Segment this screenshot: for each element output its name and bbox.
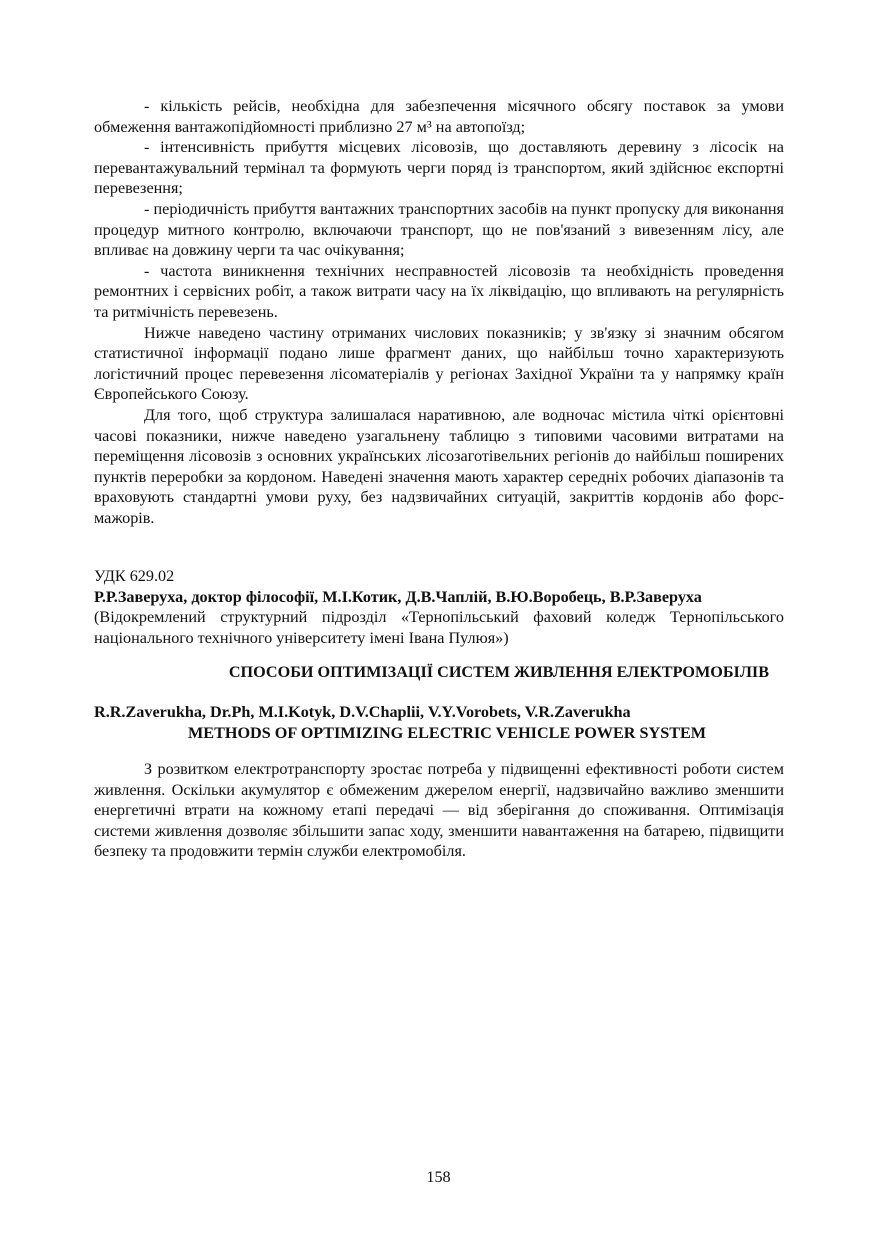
authors-en: R.R.Zaverukha, Dr.Ph, M.I.Kotyk, D.V.Chaplii, V.Y.Vorobets, V.R.Zaverukha bbox=[94, 703, 631, 721]
affiliation: (Відокремлений структурний підрозділ «Тернопільський фаховий коледж Тернопільського національного технічного університету імені Івана Пулюя») bbox=[94, 608, 784, 647]
paragraph-data-fragment: Нижче наведено частину отриманих числових показників; у зв'язку зі значним обсягом статистичної інформації подано лише фрагмент даних, що найбільш точно характеризують логістичний процес перевезення лісоматеріалів у регіонах Західної України та у напрямку країн Європейського Союзу. bbox=[94, 323, 784, 404]
authors-ua: Р.Р.Заверуха, доктор філософії, М.І.Котик, Д.В.Чаплій, В.Ю.Воробець, В.Р.Заверуха bbox=[94, 587, 702, 606]
english-header bbox=[94, 702, 784, 743]
article-header bbox=[94, 566, 784, 648]
udk-code: УДК 629.02 bbox=[94, 567, 175, 585]
list-item-arrival-periodicity: - періодичність прибуття вантажних транспортних засобів на пункт пропуску для виконання процедур митного контролю, включаючи транспорт, що не пов'язаний з вивезенням лісу, але впливає на довжину черги та час очікування; bbox=[94, 199, 784, 260]
article-title-en: METHODS OF OPTIMIZING ELECTRIC VEHICLE POWER SYSTEM bbox=[188, 723, 707, 742]
abstract-paragraph: З розвитком електротранспорту зростає потреба у підвищенні ефективності роботи систем живлення. Оскільки акумулятор є обмеженим джерелом енергії, надзвичайно важливо зменшити енергетичні втрати на кожному етапі передачі — від зберігання до споживання. Оптимізація системи живлення дозволяє збільшити запас ходу, зменшити навантаження на батарею, підвищити безпеку та продовжити термін служби електромобіля. bbox=[94, 760, 784, 861]
article-title-ua: СПОСОБИ ОПТИМІЗАЦІЇ СИСТЕМ ЖИВЛЕННЯ ЕЛЕКТРОМОБІЛІВ bbox=[228, 663, 769, 681]
list-item-trips: - кількість рейсів, необхідна для забезпечення місячного обсягу поставок за умови обмеження вантажопідйомності приблизно 27 м³ на автопоїзд; bbox=[94, 97, 784, 136]
list-item-arrival-intensity: - інтенсивність прибуття місцевих лісовозів, що доставляють деревину з лісосік на перевантажувальний термінал та формують черги поряд із транспортом, який здійснює експортні перевезення; bbox=[94, 138, 784, 198]
page-number: 158 bbox=[426, 1168, 451, 1186]
body-text bbox=[94, 96, 784, 528]
abstract bbox=[94, 759, 784, 862]
list-item-breakdowns: - частота виникнення технічних несправностей лісовозів та необхідність проведення ремонтних і сервісних робіт, а також витрати часу на їх ліквідацію, що впливають на регулярність та ритмічність перевезень. bbox=[94, 261, 784, 321]
paragraph-time-table-intro: Для того, щоб структура залишалася наративною, але водночас містила чіткі орієнтовні часові показники, нижче наведено узагальнену таблицю з типовими часовими витратами на переміщення лісовозів з основних українських лісозаготівельних регіонів до найбільш поширених пунктів переробки за кордоном. Наведені значення мають характер середніх робочих діапазонів та враховують стандартні умови руху, без надзвичайних ситуацій, закриттів кордонів або форс-мажорів. bbox=[94, 405, 784, 527]
